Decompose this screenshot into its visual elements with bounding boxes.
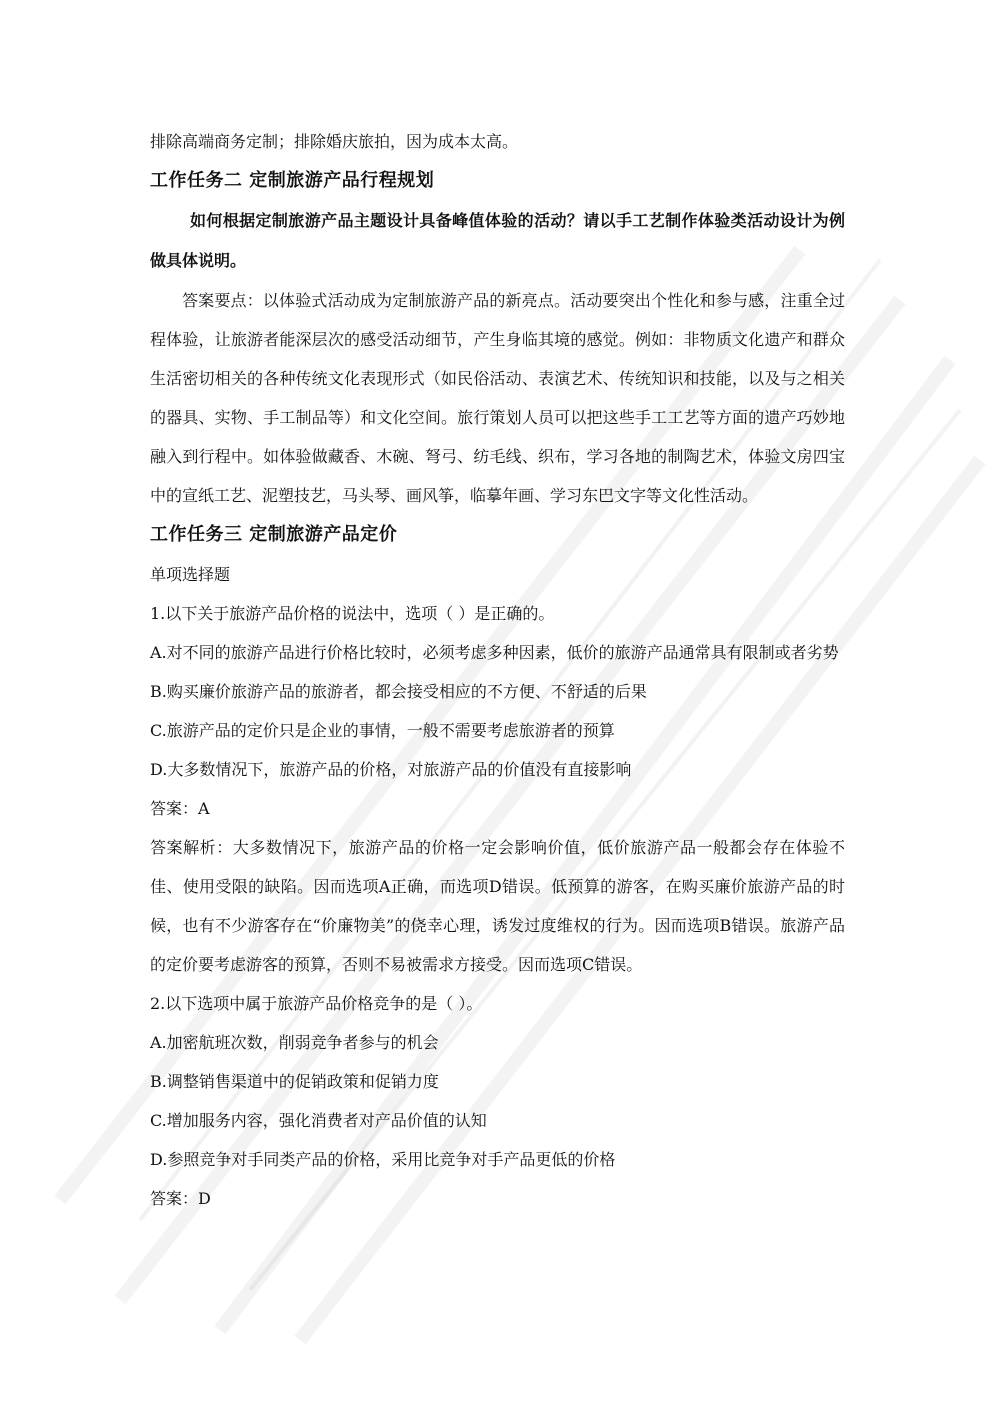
answer-key-points: 答案要点：以体验式活动成为定制旅游产品的新亮点。活动要突出个性化和参与感，注重全过程体验，让旅游者能深层次的感受活动细节，产生身临其境的感觉。例如：非物质文化遗产和群众生活密切相关的各种传统文化表现形式（如民俗活动、表演艺术、传统知识和技能，以及与之相关的器具、实物、手工制品等）和文化空间。旅行策划人员可以把这些手工工艺等方面的遗产巧妙地融入到行程中。如体验做藏香、木碗、弩弓、纺毛线、织布，学习各地的制陶艺术，体验文房四宝中的宣纸工艺、泥塑技艺，马头琴、画风筝，临摹年画、学习东巴文字等文化性活动。 bbox=[150, 291, 845, 505]
question-2-option-a: A.加密航班次数，削弱竞争者参与的机会 bbox=[150, 1033, 439, 1052]
section-label-single-choice: 单项选择题 bbox=[150, 565, 231, 584]
heading-task-two: 工作任务二 定制旅游产品行程规划 bbox=[150, 170, 435, 191]
question-2-option-b: B.调整销售渠道中的促销政策和促销力度 bbox=[150, 1072, 439, 1091]
question-1-explanation: 答案解析：大多数情况下，旅游产品的价格一定会影响价值，低价旅游产品一般都会存在体验不佳、使用受限的缺陷。因而选项A正确，而选项D错误。低预算的游客，在购买廉价旅游产品的时候，也有不少游客存在“价廉物美”的侥幸心理，诱发过度维权的行为。因而选项B错误。旅游产品的定价要考虑游客的预算，否则不易被需求方接受。因而选项C错误。 bbox=[150, 838, 845, 974]
document-body bbox=[150, 122, 845, 1218]
question-1-answer: 答案：A bbox=[150, 799, 210, 818]
question-1-option-b: B.购买廉价旅游产品的旅游者，都会接受相应的不方便、不舒适的后果 bbox=[150, 682, 647, 701]
question-peak-experience: 如何根据定制旅游产品主题设计具备峰值体验的活动？请以手工艺制作体验类活动设计为例做具体说明。 bbox=[150, 211, 845, 270]
question-2-answer: 答案：D bbox=[150, 1189, 211, 1208]
paragraph-exclusions: 排除高端商务定制；排除婚庆旅拍，因为成本太高。 bbox=[150, 132, 519, 151]
heading-task-three: 工作任务三 定制旅游产品定价 bbox=[150, 524, 398, 545]
question-1-option-a: A.对不同的旅游产品进行价格比较时，必须考虑多种因素，低价的旅游产品通常具有限制或者劣势 bbox=[150, 643, 839, 662]
question-2-option-d: D.参照竞争对手同类产品的价格，采用比竞争对手产品更低的价格 bbox=[150, 1150, 616, 1169]
question-2-stem: 2.以下选项中属于旅游产品价格竞争的是（ ）。 bbox=[150, 994, 483, 1013]
question-1-stem: 1.以下关于旅游产品价格的说法中，选项（ ）是正确的。 bbox=[150, 604, 555, 623]
question-1-option-d: D.大多数情况下，旅游产品的价格，对旅游产品的价值没有直接影响 bbox=[150, 760, 632, 779]
question-2-option-c: C.增加服务内容，强化消费者对产品价值的认知 bbox=[150, 1111, 487, 1130]
question-1-option-c: C.旅游产品的定价只是企业的事情，一般不需要考虑旅游者的预算 bbox=[150, 721, 615, 740]
